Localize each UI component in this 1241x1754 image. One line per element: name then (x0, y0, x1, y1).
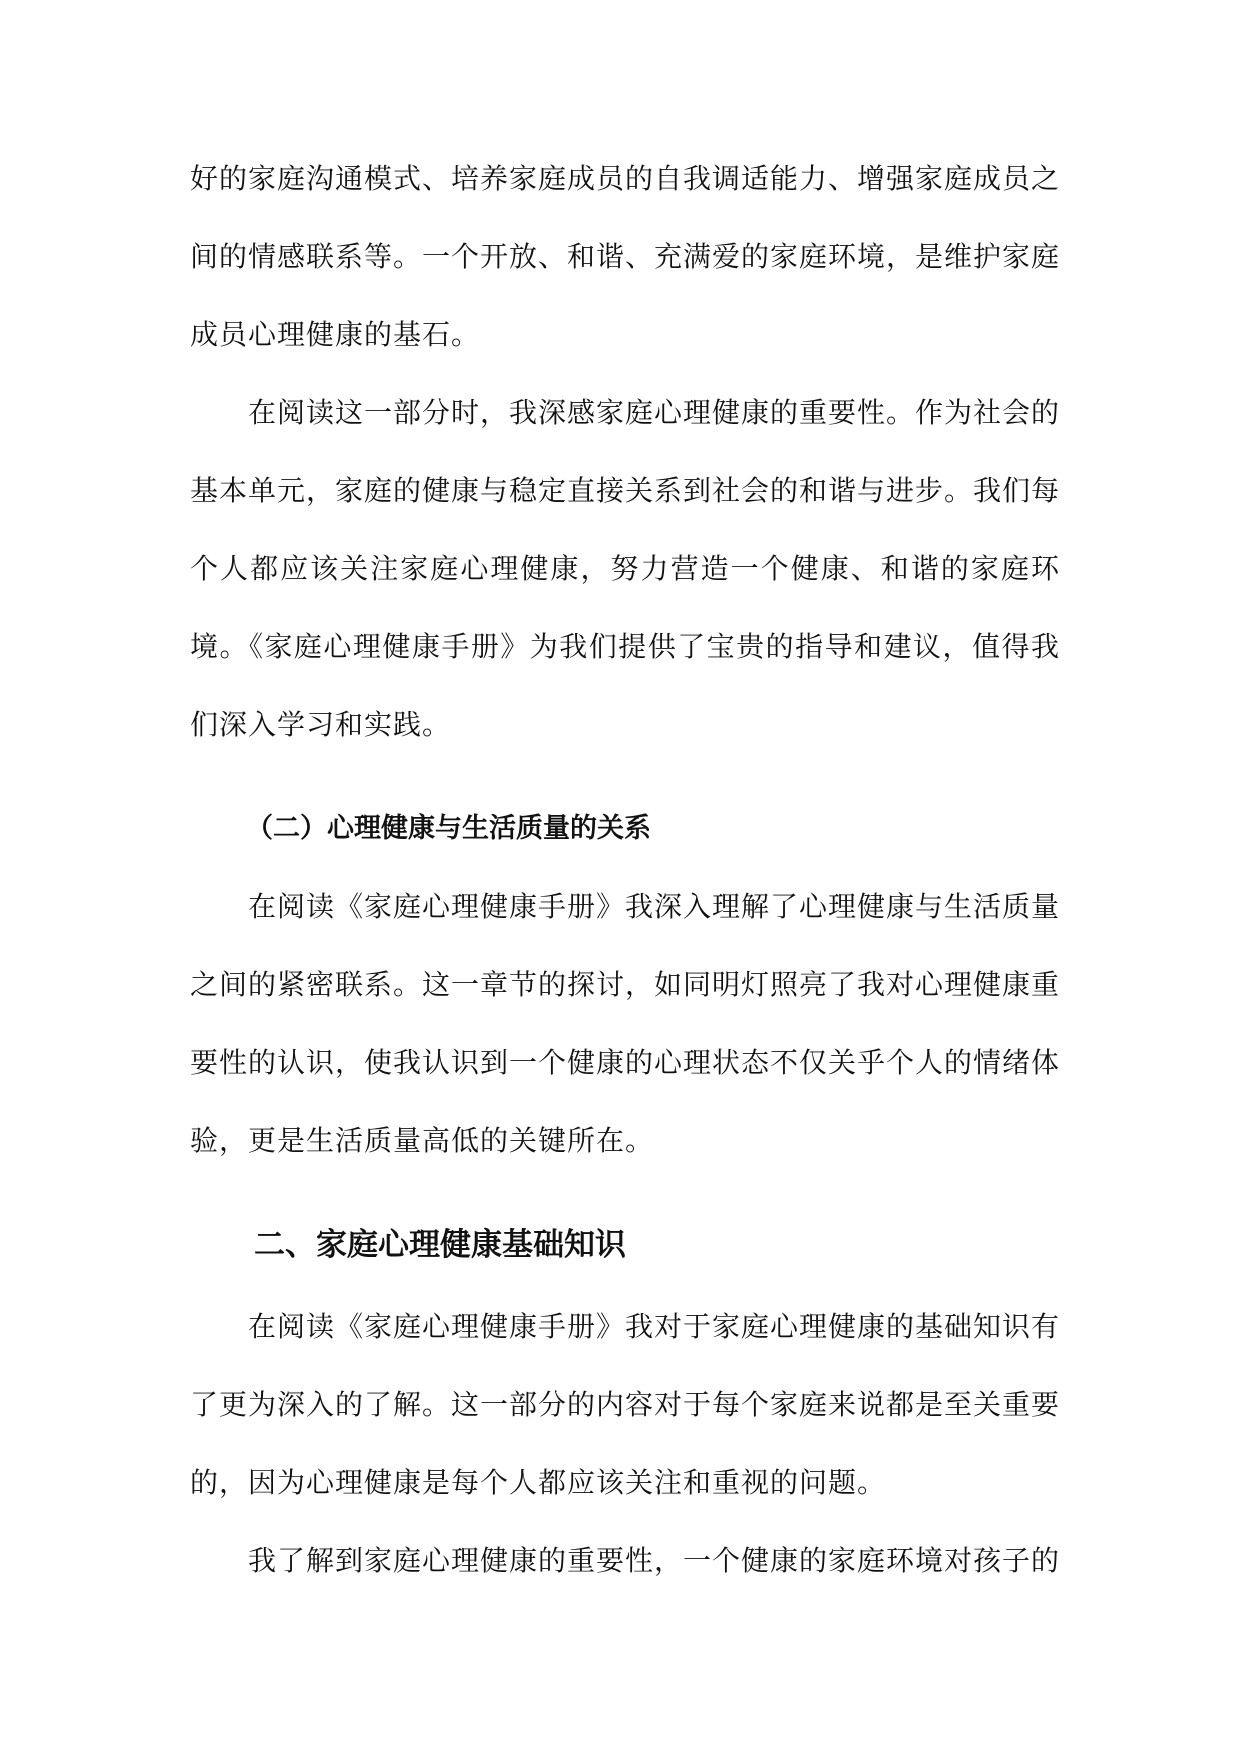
paragraph-basic-knowledge: 在阅读《家庭心理健康手册》我对于家庭心理健康的基础知识有了更为深入的了解。这一部分的内容对于每个家庭来说都是至关重要的，因为心理健康是每个人都应该关注和重视的问题。 (190, 1310, 1061, 1499)
section-heading: 二、家庭心理健康基础知识 (254, 1227, 626, 1263)
paragraph-quality-of-life: 在阅读《家庭心理健康手册》我深入理解了心理健康与生活质量之间的紧密联系。这一章节的探讨，如同明灯照亮了我对心理健康重要性的认识，使我认识到一个健康的心理状态不仅关乎个人的情绪体验，更是生活质量高低的关键所在。 (190, 890, 1061, 1157)
paragraph-family-importance: 在阅读这一部分时，我深感家庭心理健康的重要性。作为社会的基本单元，家庭的健康与稳定直接关系到社会的和谐与进步。我们每个人都应该关注家庭心理健康，努力营造一个健康、和谐的家庭环境。《家庭心理健康手册》为我们提供了宝贵的指导和建议，值得我们深入学习和实践。 (190, 396, 1061, 741)
paragraph-family-environment: 我了解到家庭心理健康的重要性，一个健康的家庭环境对孩子的 (248, 1544, 1061, 1577)
document-body (190, 140, 1060, 1600)
section-subheading: （二）心理健康与生活质量的关系 (246, 813, 651, 844)
paragraph-continuation: 好的家庭沟通模式、培养家庭成员的自我调适能力、增强家庭成员之间的情感联系等。一个开放、和谐、充满爱的家庭环境，是维护家庭成员心理健康的基石。 (190, 162, 1061, 351)
